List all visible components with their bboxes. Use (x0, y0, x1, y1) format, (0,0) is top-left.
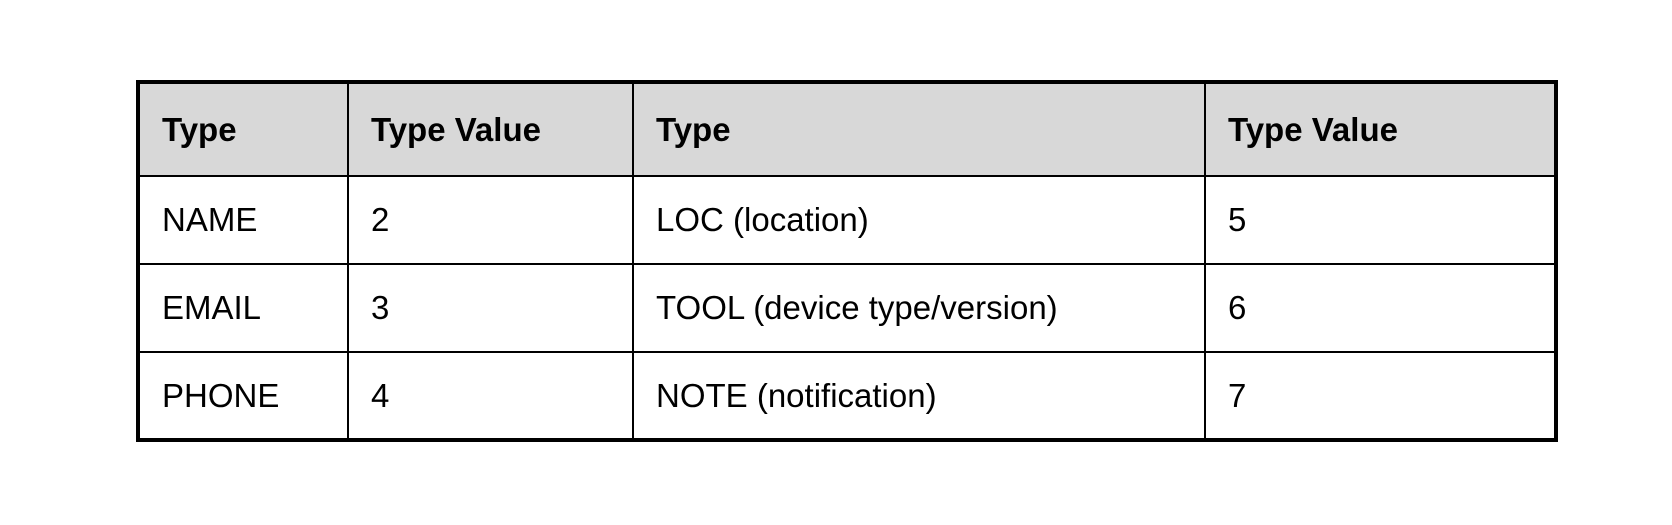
cell-type-value-loc: 5 (1205, 176, 1556, 264)
cell-type-value-note: 7 (1205, 352, 1556, 440)
table-row (138, 176, 1556, 264)
table-body (138, 176, 1556, 440)
cell-type-phone: PHONE (138, 352, 348, 440)
type-value-table (136, 80, 1558, 442)
table-header-row (138, 82, 1556, 176)
cell-type-loc: LOC (location) (633, 176, 1205, 264)
column-header-type-value-1: Type Value (348, 82, 633, 176)
cell-type-email: EMAIL (138, 264, 348, 352)
table-container (136, 80, 1554, 442)
cell-type-note: NOTE (notification) (633, 352, 1205, 440)
table-row (138, 264, 1556, 352)
cell-type-tool: TOOL (device type/version) (633, 264, 1205, 352)
table-row (138, 352, 1556, 440)
column-header-type-1: Type (138, 82, 348, 176)
cell-type-value-tool: 6 (1205, 264, 1556, 352)
table-header (138, 82, 1556, 176)
column-header-type-value-2: Type Value (1205, 82, 1556, 176)
cell-type-value-name: 2 (348, 176, 633, 264)
cell-type-value-phone: 4 (348, 352, 633, 440)
cell-type-name: NAME (138, 176, 348, 264)
cell-type-value-email: 3 (348, 264, 633, 352)
column-header-type-2: Type (633, 82, 1205, 176)
